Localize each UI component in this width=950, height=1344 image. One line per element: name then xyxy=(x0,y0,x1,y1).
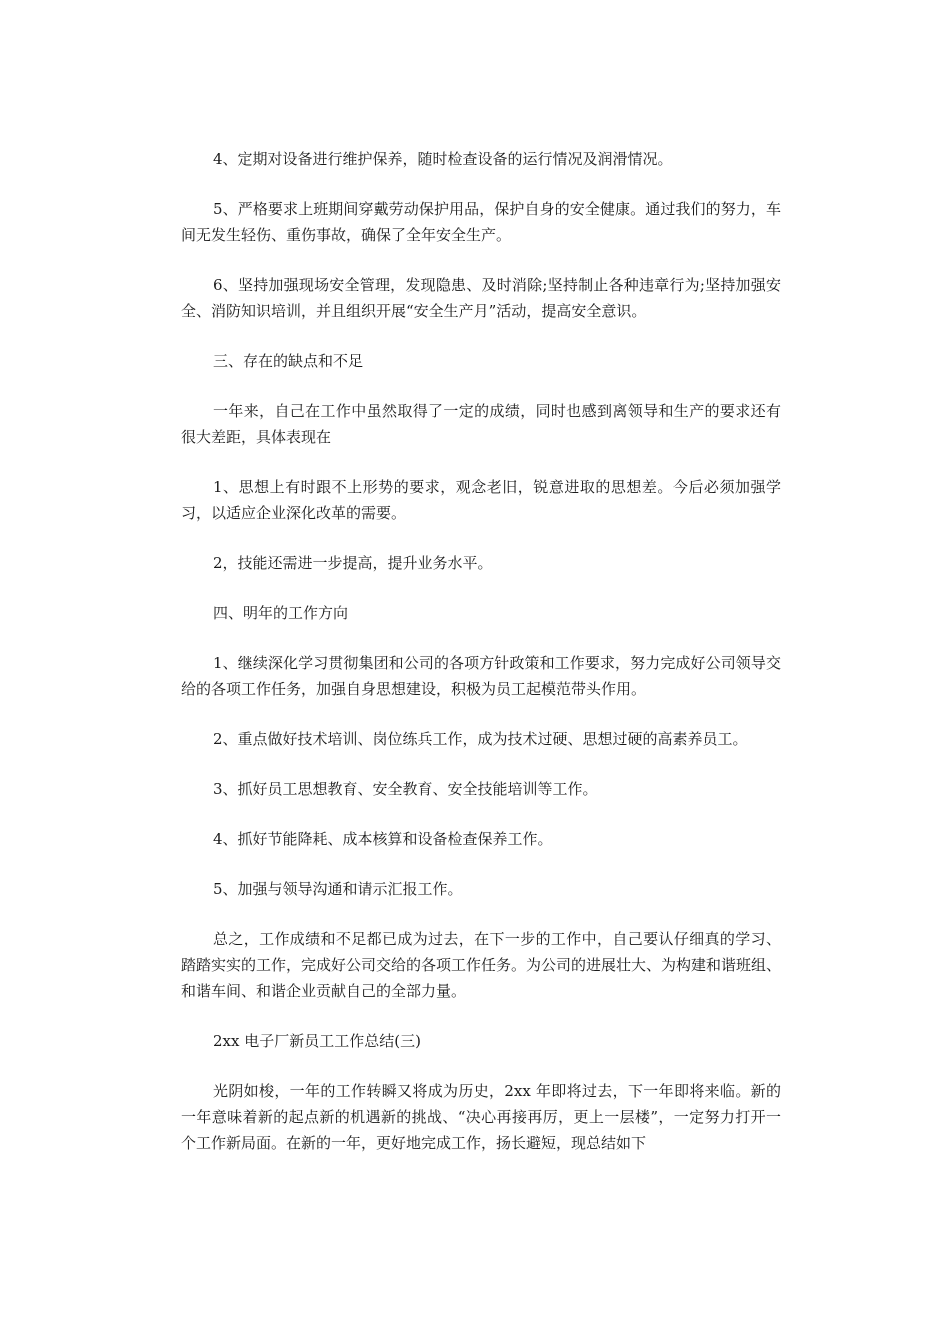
paragraph-item-6-safety: 6、坚持加强现场安全管理，发现隐患、及时消除;坚持制止各种违章行为;坚持加强安全、消防知识培训，并且组织开展“安全生产月”活动，提高安全意识。 xyxy=(181,276,781,320)
paragraph-plan-2: 2、重点做好技术培训、岗位练兵工作，成为技术过硬、思想过硬的高素养员工。 xyxy=(213,730,748,748)
paragraph-item-5-protection: 5、严格要求上班期间穿戴劳动保护用品，保护自身的安全健康。通过我们的努力，车间无发生轻伤、重伤事故，确保了全年安全生产。 xyxy=(181,200,781,244)
section-heading-next-year: 四、明年的工作方向 xyxy=(213,604,349,622)
paragraph-plan-3: 3、抓好员工思想教育、安全教育、安全技能培训等工作。 xyxy=(213,780,598,798)
paragraph-shortcoming-1: 1、思想上有时跟不上形势的要求，观念老旧，锐意进取的思想差。今后必须加强学习，以适应企业深化改革的需要。 xyxy=(181,478,781,522)
paragraph-plan-1: 1、继续深化学习贯彻集团和公司的各项方针政策和工作要求，努力完成好公司领导交给的各项工作任务，加强自身思想建设，积极为员工起模范带头作用。 xyxy=(181,654,781,698)
paragraph-plan-5: 5、加强与领导沟通和请示汇报工作。 xyxy=(213,880,463,898)
paragraph-shortcoming-2: 2，技能还需进一步提高，提升业务水平。 xyxy=(213,554,493,572)
paragraph-shortcomings-intro: 一年来，自己在工作中虽然取得了一定的成绩，同时也感到离领导和生产的要求还有很大差距，具体表现在 xyxy=(181,402,781,446)
paragraph-plan-4: 4、抓好节能降耗、成本核算和设备检查保养工作。 xyxy=(213,830,553,848)
document-body xyxy=(181,146,781,1180)
section-heading-summary-three: 2xx 电子厂新员工工作总结(三) xyxy=(213,1032,421,1050)
section-heading-shortcomings: 三、存在的缺点和不足 xyxy=(213,352,364,370)
paragraph-summary-three-intro: 光阴如梭，一年的工作转瞬又将成为历史，2xx 年即将过去，下一年即将来临。新的一年意味着新的起点新的机遇新的挑战、“决心再接再厉，更上一层楼”，一定努力打开一个工作新局面。在新的一年，更好地完成工作，扬长避短，现总结如下 xyxy=(181,1082,781,1152)
paragraph-conclusion: 总之，工作成绩和不足都已成为过去，在下一步的工作中，自己要认仔细真的学习、踏踏实实的工作，完成好公司交给的各项工作任务。为公司的进展壮大、为构建和谐班组、和谐车间、和谐企业贡献自己的全部力量。 xyxy=(181,930,782,1000)
paragraph-item-4-maintenance: 4、定期对设备进行维护保养，随时检查设备的运行情况及润滑情况。 xyxy=(213,150,673,168)
